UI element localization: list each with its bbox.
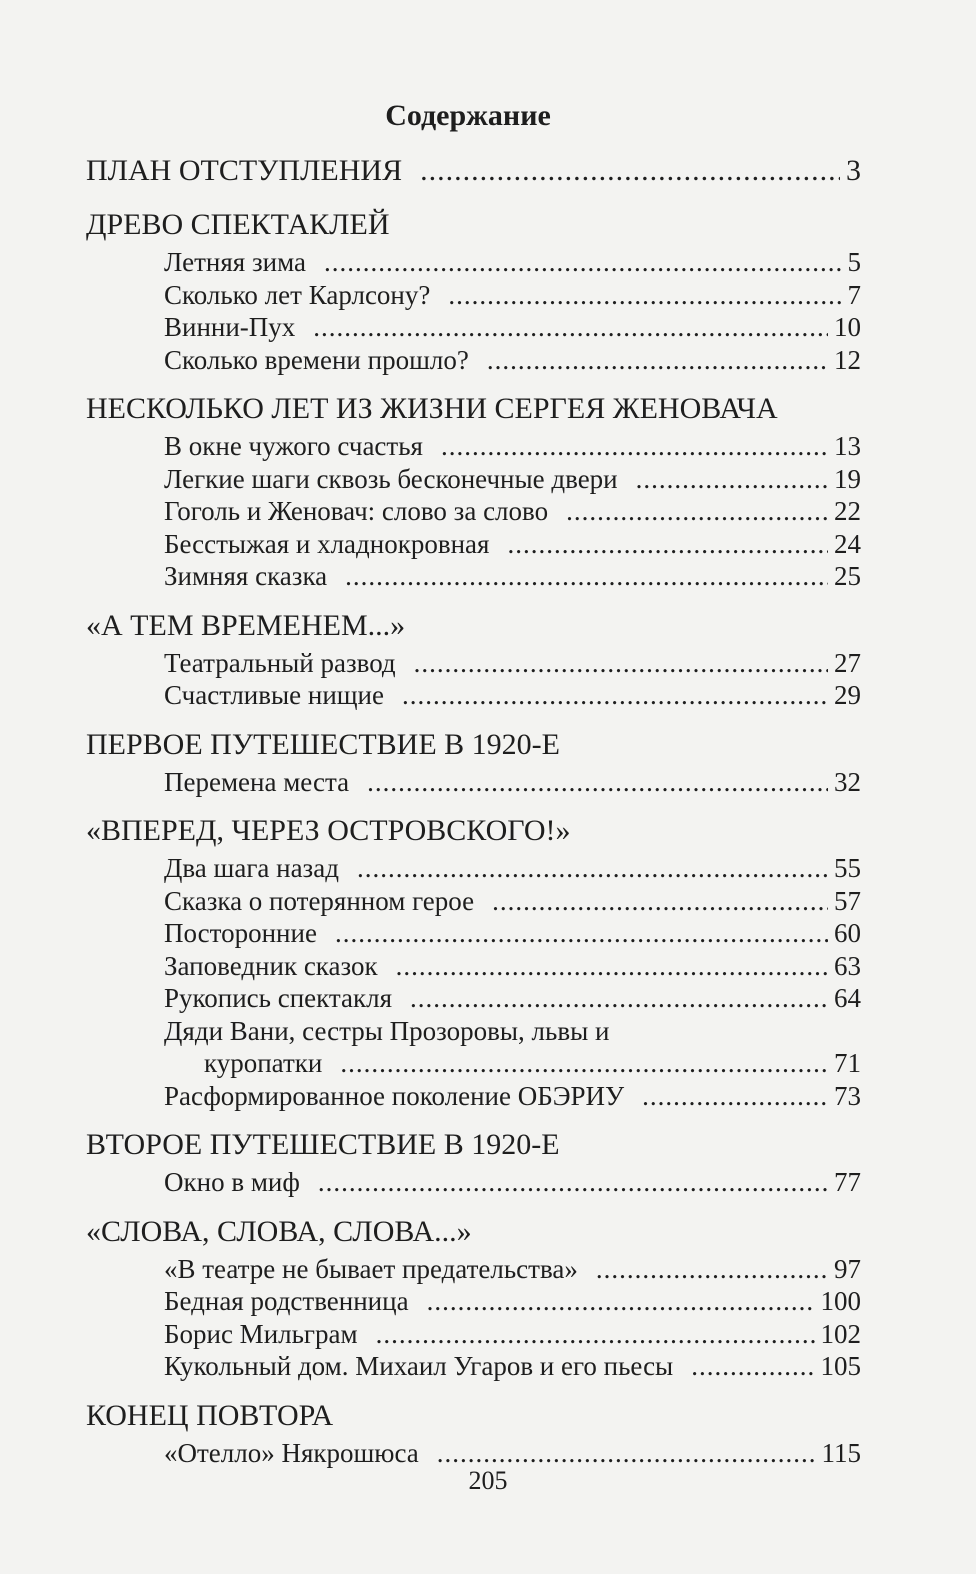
toc-entry (86, 1318, 861, 1351)
toc-section (86, 388, 861, 593)
section-heading-row (86, 388, 861, 430)
toc-entry (86, 246, 861, 279)
dot-leader (414, 647, 828, 680)
entry-page-number: 100 (820, 1286, 861, 1316)
dot-leader (340, 1047, 828, 1080)
dot-leader (427, 1285, 815, 1318)
toc-entry (86, 463, 861, 496)
entry-title: «Отелло» Някрошюса (164, 1437, 419, 1468)
entry-page-number: 24 (834, 528, 861, 559)
entry-title: Посторонние (164, 918, 317, 948)
dot-leader (420, 150, 840, 192)
toc-entry (86, 560, 861, 593)
toc-section (86, 810, 861, 1112)
entry-title: Счастливые нищие (164, 680, 384, 710)
entry-page-number: 10 (834, 312, 861, 342)
toc-entry (86, 1253, 861, 1286)
entry-title: Расформированное поколение ОБЭРИУ (164, 1080, 625, 1111)
entry-page-number: 97 (834, 1253, 861, 1284)
toc-section (86, 605, 861, 712)
toc-entry (86, 495, 861, 528)
entry-title: Окно в миф (164, 1167, 300, 1197)
entry-title: Сколько времени прошло? (164, 344, 469, 375)
section-title: ПЕРВОЕ ПУТЕШЕСТВИЕ В 1920-Е (86, 727, 560, 761)
entry-title: Бедная родственница (164, 1286, 409, 1316)
dot-leader (566, 495, 828, 528)
entry-page-number: 12 (834, 344, 861, 375)
entry-page-number: 57 (834, 885, 861, 916)
toc-section (86, 1211, 861, 1383)
section-heading-row (86, 150, 861, 192)
entry-page-number: 13 (834, 431, 861, 461)
entry-title: Перемена места (164, 766, 350, 797)
section-title: ДРЕВО СПЕКТАКЛЕЙ (86, 208, 390, 241)
entry-title: Сказка о потерянном герое (164, 885, 475, 916)
toc-entry (86, 679, 861, 712)
dot-leader (691, 1350, 814, 1383)
toc-entry (86, 528, 861, 561)
entry-page-number: 22 (834, 496, 861, 526)
entry-page-number: 64 (834, 983, 861, 1013)
entry-title: «В театре не бывает предательства» (164, 1253, 578, 1284)
entry-page-number: 63 (834, 950, 861, 981)
entry-page-number: 29 (834, 680, 861, 710)
entry-page-number: 77 (834, 1167, 861, 1197)
entry-title: Зимняя сказка (164, 561, 328, 591)
section-title: «ВПЕРЕД, ЧЕРЕЗ ОСТРОВСКОГО!» (86, 814, 571, 847)
dot-leader (596, 1253, 828, 1286)
dot-leader (507, 528, 828, 561)
section-heading-row (86, 1124, 861, 1166)
toc-entry (86, 344, 861, 377)
entry-title: Бесстыжая и хладнокровная (164, 528, 490, 559)
entry-page-number: 55 (834, 853, 861, 883)
toc-entry (86, 647, 861, 680)
entry-title: Заповедник сказок (164, 950, 378, 981)
toc-entry (86, 279, 861, 312)
entry-title: Винни-Пух (164, 312, 296, 342)
toc-entry (86, 982, 861, 1015)
entry-title: Кукольный дом. Михаил Угаров и его пьесы (164, 1351, 674, 1381)
entry-page-number: 115 (821, 1437, 861, 1468)
toc-entry (86, 766, 861, 799)
entry-title: Рукопись спектакля (164, 983, 393, 1013)
dot-leader (410, 982, 828, 1015)
toc-entry (86, 852, 861, 885)
entry-title-continuation: куропатки (204, 1048, 323, 1078)
toc-entry (86, 311, 861, 344)
entry-title: Театральный развод (164, 647, 396, 678)
dot-leader (367, 766, 828, 799)
entry-page-number: 105 (820, 1351, 861, 1381)
section-heading-row (86, 724, 861, 766)
toc-entry (86, 950, 861, 983)
dot-leader (642, 1080, 828, 1113)
dot-leader (441, 430, 828, 463)
dot-leader (376, 1318, 815, 1351)
entry-page-number: 19 (834, 463, 861, 494)
dot-leader (437, 1437, 816, 1470)
dot-leader (448, 279, 841, 312)
entry-page-number: 71 (834, 1048, 861, 1078)
dot-leader (335, 917, 828, 950)
section-title: КОНЕЦ ПОВТОРА (86, 1398, 334, 1432)
entry-title: Летняя зима (164, 247, 306, 277)
section-title: НЕСКОЛЬКО ЛЕТ ИЗ ЖИЗНИ СЕРГЕЯ ЖЕНОВАЧА (86, 392, 778, 425)
dot-leader (402, 679, 828, 712)
entry-page-number: 102 (820, 1318, 861, 1349)
entry-page-number: 73 (834, 1080, 861, 1111)
toc-section (86, 204, 861, 376)
table-of-contents (86, 150, 861, 1481)
dot-leader (324, 246, 842, 279)
entry-title: Гоголь и Женовач: слово за слово (164, 496, 549, 526)
dot-leader (487, 344, 828, 377)
section-heading-row (86, 810, 861, 852)
toc-section (86, 724, 861, 799)
entry-title: Легкие шаги сквозь бесконечные двери (164, 463, 618, 494)
section-heading-row (86, 605, 861, 647)
section-page-number: 3 (846, 154, 861, 187)
entry-page-number: 27 (834, 647, 861, 678)
toc-heading: Содержание (385, 99, 551, 132)
entry-title: Дяди Вани, сестры Прозоровы, львы и (164, 1015, 610, 1046)
entry-page-number: 7 (847, 279, 861, 310)
toc-entry (86, 1166, 861, 1199)
section-heading-row (86, 204, 861, 246)
dot-leader (345, 560, 828, 593)
toc-section (86, 1395, 861, 1470)
section-title: «А ТЕМ ВРЕМЕНЕМ...» (86, 608, 406, 642)
toc-entry (86, 1080, 861, 1113)
toc-entry (86, 885, 861, 918)
dot-leader (318, 1166, 828, 1199)
entry-title: Два шага назад (164, 853, 339, 883)
entry-title: В окне чужого счастья (164, 431, 423, 461)
toc-entry (86, 917, 861, 950)
toc-entry (86, 1350, 861, 1383)
entry-page-number: 25 (834, 561, 861, 591)
section-title: ПЛАН ОТСТУПЛЕНИЯ (86, 154, 403, 187)
page-number: 205 (468, 1466, 508, 1495)
toc-entry (86, 430, 861, 463)
dot-leader (396, 950, 828, 983)
dot-leader (357, 852, 828, 885)
toc-section (86, 1124, 861, 1199)
entry-page-number: 5 (847, 247, 861, 277)
dot-leader (313, 311, 828, 344)
section-heading-row (86, 1211, 861, 1253)
toc-section (86, 150, 861, 192)
toc-entry (86, 1285, 861, 1318)
section-heading-row (86, 1395, 861, 1437)
dot-leader (636, 463, 828, 496)
section-title: ВТОРОЕ ПУТЕШЕСТВИЕ В 1920-Е (86, 1128, 560, 1161)
toc-entry (86, 1015, 861, 1080)
dot-leader (492, 885, 828, 918)
toc-entry (86, 1437, 861, 1470)
entry-title: Борис Мильграм (164, 1318, 358, 1349)
entry-page-number: 60 (834, 918, 861, 948)
entry-title: Сколько лет Карлсону? (164, 279, 431, 310)
section-title: «СЛОВА, СЛОВА, СЛОВА...» (86, 1214, 472, 1248)
entry-page-number: 32 (834, 766, 861, 797)
